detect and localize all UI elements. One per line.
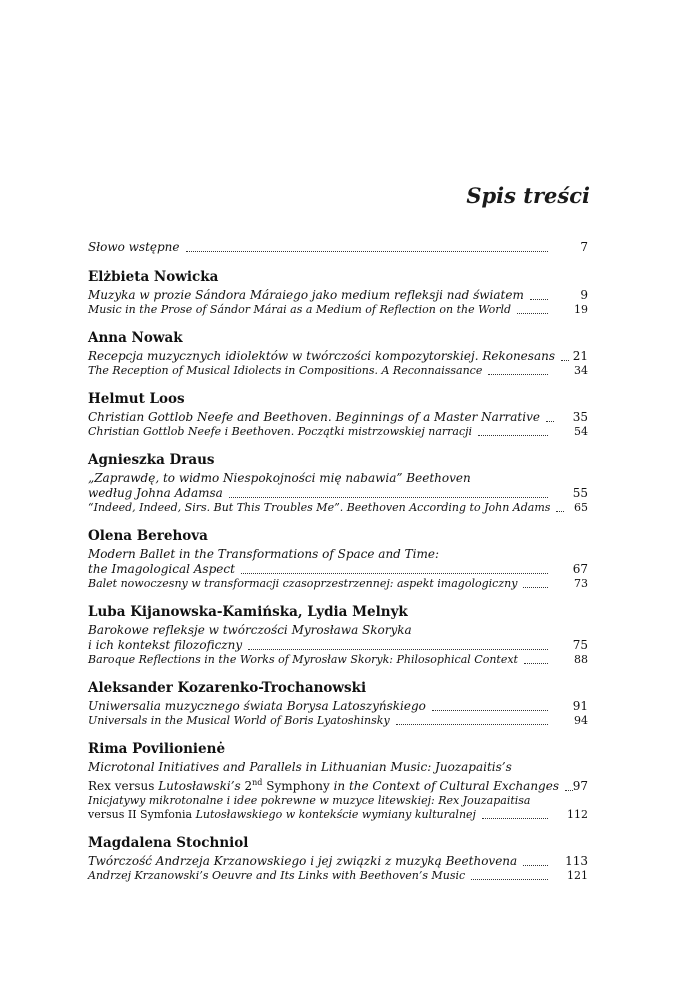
entry-title: Andrzej Krzanowski’s Oeuvre and Its Links with Beethoven’s Music <box>88 869 466 882</box>
page-number: 54 <box>574 425 588 438</box>
toc-entry[interactable] <box>88 410 588 425</box>
dot-leader <box>186 251 548 252</box>
author-name: Luba Kijanowska-Kamińska, Lydia Melnyk <box>88 604 408 620</box>
entry-title: Muzyka w prozie Sándora Máraiego jako medium refleksji nad światem <box>88 288 524 302</box>
page-number: 55 <box>572 486 588 500</box>
toc-entry[interactable] <box>88 623 588 653</box>
entry-title: Recepcja muzycznych idiolektów w twórczości kompozytorskiej. Rekonesans <box>88 349 555 363</box>
toc-section <box>88 603 588 667</box>
entry-title: Uniwersalia muzycznego świata Borysa Latoszyńskiego <box>88 699 426 713</box>
entry-title-line: Microtonal Initiatives and Parallels in Lithuanian Music: Juozapaitis’s <box>88 760 512 774</box>
table-of-contents <box>88 240 588 895</box>
dot-leader <box>517 313 548 314</box>
page-number: 73 <box>574 577 588 590</box>
title-fragment: Lutosławskiego <box>192 808 283 821</box>
dot-leader <box>530 299 548 300</box>
title-fragment: Lutosławski’s <box>158 779 241 793</box>
title-fragment: versus II Symfonia <box>88 808 193 821</box>
entry-title-line: Modern Ballet in the Transformations of Space and Time: <box>88 547 440 561</box>
title-fragment: w kontekście wymiany kulturalnej <box>282 808 476 821</box>
toc-section <box>88 527 588 591</box>
entry-title: Universals in the Musical World of Boris Lyatoshinsky <box>88 714 390 727</box>
author-name: Helmut Loos <box>88 391 185 407</box>
page-number: 97 <box>572 779 588 793</box>
entry-title: the Imagological Aspect <box>88 562 235 576</box>
entry-title: Twórczość Andrzeja Krzanowskiego i jej związki z muzyką Beethovena <box>88 854 518 868</box>
entry-title <box>88 808 476 822</box>
title-fragment: Symphony <box>262 779 330 793</box>
dot-leader <box>229 497 548 498</box>
toc-section <box>88 834 588 883</box>
dot-leader <box>432 710 548 711</box>
toc-entry[interactable] <box>88 303 588 317</box>
author-name: Olena Berehova <box>88 528 208 544</box>
toc-entry[interactable] <box>88 364 588 378</box>
page-number: 65 <box>574 501 588 514</box>
toc-intro <box>88 240 588 255</box>
author-name: Anna Nowak <box>88 330 183 346</box>
toc-entry[interactable] <box>88 714 588 728</box>
dot-leader <box>478 435 548 436</box>
page-number: 112 <box>567 808 588 821</box>
toc-entry[interactable] <box>88 794 588 822</box>
entry-title: i ich kontekst filozoficzny <box>88 638 243 652</box>
dot-leader <box>523 587 548 588</box>
dot-leader <box>396 724 548 725</box>
page-number: 88 <box>574 653 588 666</box>
toc-section <box>88 679 588 728</box>
toc-entry[interactable] <box>88 577 588 591</box>
entry-title: według Johna Adamsa <box>88 486 223 500</box>
dot-leader <box>524 663 548 664</box>
page-number: 21 <box>572 349 588 363</box>
author-name: Rima Povilionienė <box>88 741 226 757</box>
entry-title: “Indeed, Indeed, Sirs. But This Troubles Me”. Beethoven According to John Adams <box>88 501 551 514</box>
page-title: Spis treści <box>466 183 590 208</box>
toc-entry[interactable] <box>88 854 588 869</box>
title-fragment: in the Context of Cultural Exchanges <box>329 779 559 793</box>
author-name: Aleksander Kozarenko-Trochanowski <box>88 680 367 696</box>
toc-entry[interactable] <box>88 425 588 439</box>
title-fragment: versus <box>110 779 159 793</box>
entry-title: Music in the Prose of Sándor Márai as a Medium of Reflection on the World <box>88 303 512 316</box>
toc-entry[interactable] <box>88 288 588 303</box>
toc-entry[interactable] <box>88 653 588 667</box>
entry-title: Balet nowoczesny w transformacji czasoprzestrzennej: aspekt imagologiczny <box>88 577 518 590</box>
toc-entry[interactable] <box>88 471 588 501</box>
toc-entry[interactable] <box>88 240 588 255</box>
entry-title: Christian Gottlob Neefe and Beethoven. Beginnings of a Master Narrative <box>88 410 540 424</box>
entry-title-line: „Zaprawdę, to widmo Niespokojności mię nabawia” Beethoven <box>88 471 471 485</box>
title-fragment: 2 <box>240 779 253 793</box>
page-number: 67 <box>572 562 588 576</box>
toc-section <box>88 329 588 378</box>
author-name: Agnieszka Draus <box>88 452 215 468</box>
title-fragment: nd <box>252 778 263 787</box>
page-number: 121 <box>567 869 588 882</box>
toc-entry[interactable] <box>88 699 588 714</box>
entry-title: Christian Gottlob Neefe i Beethoven. Początki mistrzowskiej narracji <box>88 425 473 438</box>
toc-entry[interactable] <box>88 760 588 794</box>
dot-leader <box>248 649 548 650</box>
toc-entry[interactable] <box>88 869 588 883</box>
page-number: 19 <box>574 303 588 316</box>
page-number: 35 <box>572 410 588 424</box>
entry-title <box>88 775 559 794</box>
page-number: 34 <box>574 364 588 377</box>
entry-title-line: Inicjatywy mikrotonalne i idee pokrewne w muzyce litewskiej: Rex Jouzapaitisa <box>88 794 531 807</box>
author-name: Elżbieta Nowicka <box>88 269 219 285</box>
entry-title-line: Barokowe refleksje w twórczości Myrosława Skoryka <box>88 623 412 637</box>
title-fragment: Rex <box>88 779 111 793</box>
toc-entry[interactable] <box>88 501 588 515</box>
page-number: 75 <box>572 638 588 652</box>
author-name: Magdalena Stochniol <box>88 835 249 851</box>
entry-title: The Reception of Musical Idiolects in Compositions. A Reconnaissance <box>88 364 483 377</box>
page-number: 7 <box>580 240 588 254</box>
toc-section <box>88 740 588 822</box>
page-number: 9 <box>580 288 588 302</box>
entry-title: Słowo wstępne <box>88 240 180 254</box>
toc-entry[interactable] <box>88 349 588 364</box>
toc-section <box>88 268 588 317</box>
dot-leader <box>482 818 548 819</box>
dot-leader <box>241 573 548 574</box>
toc-section <box>88 451 588 515</box>
toc-entry[interactable] <box>88 547 588 577</box>
page-number: 91 <box>572 699 588 713</box>
toc-section <box>88 390 588 439</box>
dot-leader <box>488 374 548 375</box>
dot-leader <box>471 879 548 880</box>
page-number: 94 <box>574 714 588 727</box>
entry-title: Baroque Reflections in the Works of Myrosław Skoryk: Philosophical Context <box>88 653 518 666</box>
dot-leader <box>523 865 548 866</box>
page-number: 113 <box>565 854 588 868</box>
